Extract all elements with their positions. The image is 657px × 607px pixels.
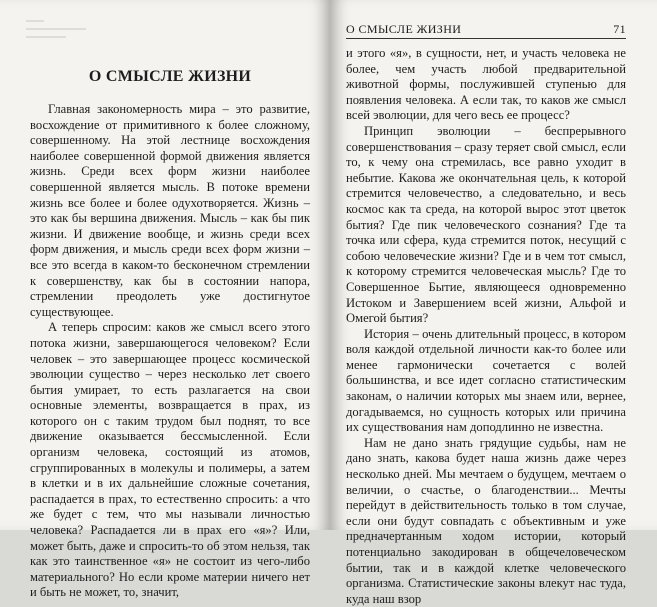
left-page: [0, 0, 330, 600]
bleed-through-marks: [26, 20, 96, 56]
chapter-title: О СМЫСЛЕ ЖИЗНИ: [88, 68, 252, 85]
left-page-body: [30, 102, 310, 601]
page-number: 71: [613, 22, 626, 36]
paragraph: А теперь спросим: каков же смысл всего этого потока жизни, завершающегося человеком? Если человек – это завершающее процесс космической эволюции существо – через несколько лет своего бытия умирает, то есть разлагается на свои основные элементы, возвращается в прах, из которого он с таким трудом был поднят, то все движение оказывается бессмысленной. Если организм человека, состоящий из атомов, сгруппированных в молекулы и полимеры, а затем в клетки и в их дальнейшие сложные сочетания, распадается в прах, то естественно спросить: а что же будет с тем, что мы называли личностью человека? Распадается ли в прах его «я»? Или, может быть, даже и спросить-то об этом нельзя, так как это таинственное «я» не состоит из чего-либо материального? Но если кроме материи ничего нет и быть не может, то, значит,: [30, 320, 310, 600]
paragraph: Главная закономерность мира – это развитие, восхождение от примитивного к более сложному, совершенному. На этой лестнице восхождения наиболее совершенной формой движения является жизнь. Среди всех форм жизни наиболее совершенной является мысль. В потоке времени жизнь все более и более одухотворяется. Жизнь – это как бы вершина движения. Мысль – как бы пик жизни. И движение вообще, и жизнь среди всех форм движения, и мысль среди всех форм жизни – все это всегда в каком-то бесконечном стремлении к совершенству, как бы в состоянии напора, стремлении преодолеть уже достигнутое существующее.: [30, 102, 310, 319]
paragraph: Нам не дано знать грядущие судьбы, нам не дано знать, какова будет наша жизнь даже через несколько дней. Мы мечтаем о будущем, мечтаем о величии, о счастье, о благоденствии... Мечты перейдут в действительность только в том случае, если они будут совпадать с объективным и уже предначертанным ходом истории, который потенциально закодирован в общечеловеческом бытии, так и в каждой клетке человеческого организма. Статистические законы влекут нас туда, куда наш взор: [346, 435, 626, 606]
paragraph: Принцип эволюции – беспрерывного совершенствования – сразу теряет свой смысл, если то, к чему она стремилась, все равно уходит в небытие. Какова же окончательная цель, к которой стремится человечество, а следовательно, и весь космос как та среда, на которой вырос этот цветок бытия? Где пик человеческого сознания? Где та точка или сфера, куда стремится поток, несущий с собою человеческие жизни? Где и в чем тот смысл, к которому стремится человеческая мысль? Где то Совершенное Бытие, являющееся одновременно Истоком и Завершением всей жизни, Альфой и Омегой бытия?: [346, 123, 626, 326]
running-head: [346, 20, 626, 39]
running-head-title: О СМЫСЛЕ ЖИЗНИ: [346, 22, 462, 36]
paragraph: История – очень длительный процесс, в котором воля каждой отдельной личности как-то более или менее гармонически сочетается с волей большинства, и все идет согласно статистическим законам, о наличии которых мы знаем или, вернее, догадываемся, но сущность которых или причина их существования нам доподлинно не известна.: [346, 326, 626, 435]
right-page-body: [346, 46, 626, 607]
paragraph: и этого «я», в сущности, нет, и участь человека не более, чем участь любой предварительной животной формы, послужившей ступенью для появления человека. А если так, то каков же смысл всей эволюции, для чего весь ее процесс?: [346, 46, 626, 123]
